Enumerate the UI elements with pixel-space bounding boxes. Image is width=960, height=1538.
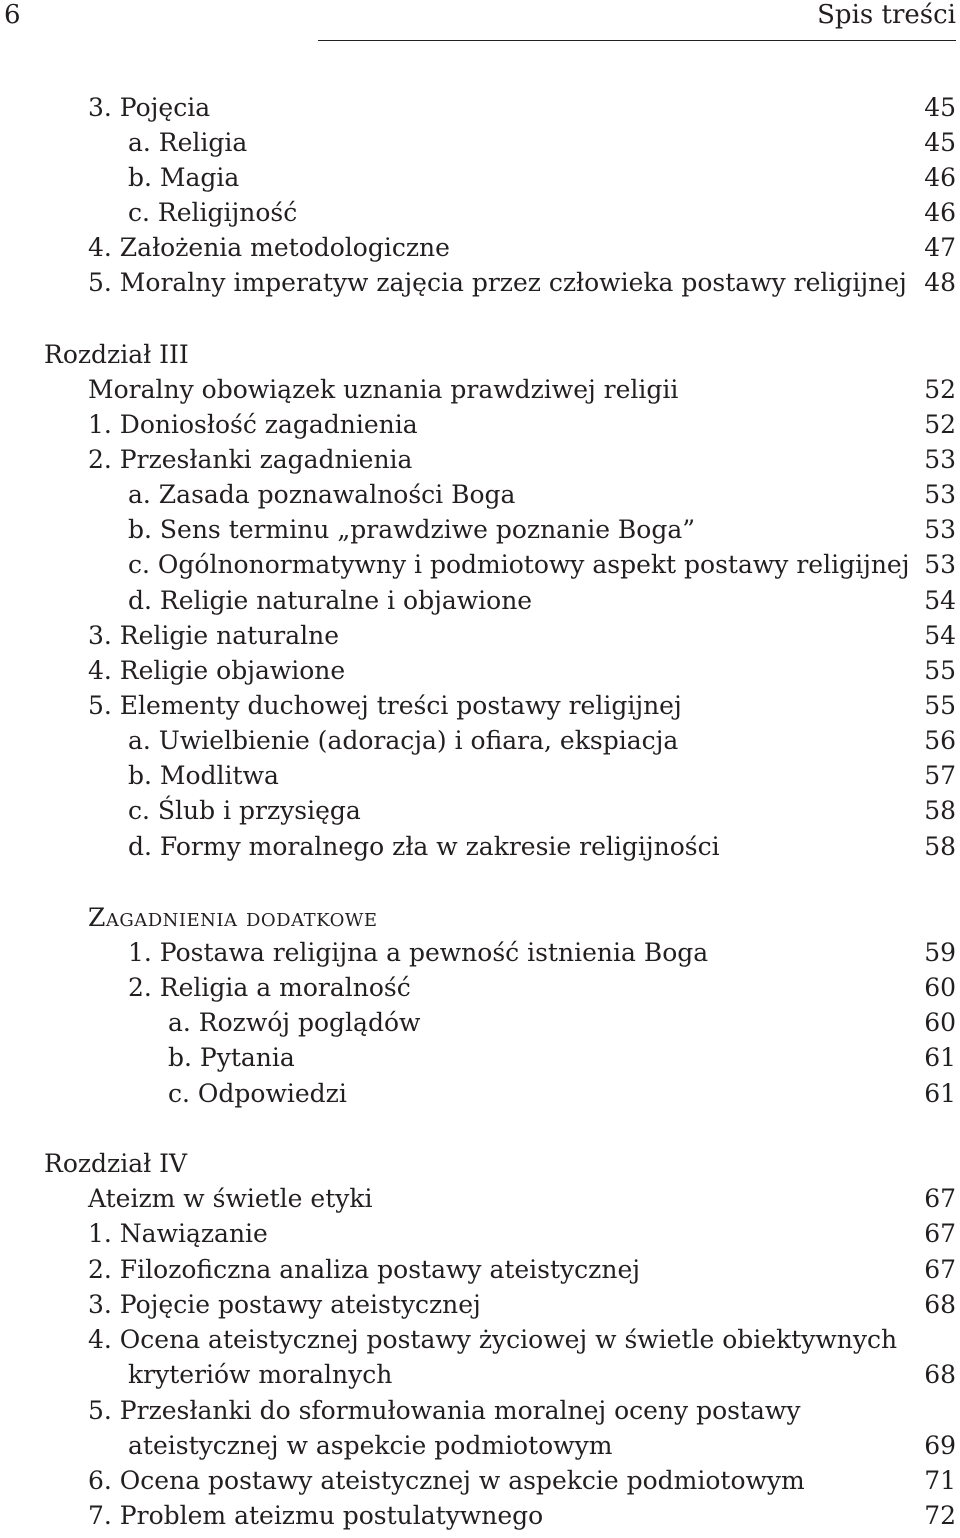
toc-entry-page: 53: [924, 445, 956, 474]
toc-entry-page: 47: [924, 233, 956, 262]
toc-entry: [0, 1498, 960, 1534]
toc-entry-title: a. Religia: [128, 128, 248, 157]
toc-entry-page: 55: [924, 656, 956, 685]
toc-entry: [0, 230, 960, 266]
toc-entry-page: 60: [924, 973, 956, 1002]
toc-entry-page: 54: [924, 586, 956, 615]
section-heading: [0, 900, 960, 936]
toc-entry-page: 52: [924, 410, 956, 439]
toc-entry-page: 57: [924, 761, 956, 790]
toc-entry-title: c. Ślub i przysięga: [128, 796, 361, 825]
toc-entry: [0, 935, 960, 971]
toc-entry-page: 54: [924, 621, 956, 650]
toc-entry-title: ateistycznej w aspekcie podmiotowym: [128, 1431, 613, 1460]
toc-entry-title: 5. Elementy duchowej treści postawy religijnej: [88, 691, 682, 720]
toc-entry-title: 1. Postawa religijna a pewność istnienia Boga: [128, 938, 709, 967]
toc-entry: [0, 1463, 960, 1499]
toc-entry-page: 68: [924, 1360, 956, 1389]
toc-entry-page: 46: [924, 163, 956, 192]
toc-entry: [0, 793, 960, 829]
toc-entry: [0, 583, 960, 619]
toc-entry-title: 3. Religie naturalne: [88, 621, 340, 650]
toc-entry-title: Zagadnienia dodatkowe: [88, 903, 378, 932]
toc-entry-page: 53: [924, 515, 956, 544]
toc-entry: [0, 477, 960, 513]
toc-entry: [0, 547, 960, 583]
toc-entry-title: 4. Założenia metodologiczne: [88, 233, 450, 262]
toc-entry: [0, 1040, 960, 1076]
page-header: [0, 0, 960, 42]
toc-entry: [0, 90, 960, 126]
toc-entry-title: 1. Doniosłość zagadnienia: [88, 410, 418, 439]
toc-entry: [0, 1181, 960, 1217]
toc-entry-page: 68: [924, 1290, 956, 1319]
toc-entry-page: 61: [924, 1043, 956, 1072]
toc-entry: [0, 265, 960, 301]
toc-entry-title: 2. Przesłanki zagadnienia: [88, 445, 413, 474]
toc-entry-page: 55: [924, 691, 956, 720]
toc-entry-page: 71: [924, 1466, 956, 1495]
toc-entry: [0, 1357, 960, 1393]
header-rule: [318, 40, 956, 41]
toc-entry-page: 46: [924, 198, 956, 227]
toc-entry-title: d. Formy moralnego zła w zakresie religijności: [128, 832, 720, 861]
toc-entry: [0, 125, 960, 161]
toc-entry-title: 2. Filozoficzna analiza postawy ateistycznej: [88, 1255, 641, 1284]
toc-entry: [0, 688, 960, 724]
toc-entry-page: 67: [924, 1184, 956, 1213]
toc-entry-page: 53: [924, 480, 956, 509]
toc-entry-page: 45: [924, 93, 956, 122]
toc-entry-title: 6. Ocena postawy ateistycznej w aspekcie podmiotowym: [88, 1466, 805, 1495]
toc-entry: [0, 723, 960, 759]
toc-entry-page: 72: [924, 1501, 956, 1530]
toc-entry-title: kryteriów moralnych: [128, 1360, 393, 1389]
toc-entry: [0, 758, 960, 794]
toc-entry-title: a. Uwielbienie (adoracja) i ofiara, ekspiacja: [128, 726, 679, 755]
toc-entry-title: b. Sens terminu „prawdziwe poznanie Boga”: [128, 515, 696, 544]
toc-entry-page: 58: [924, 832, 956, 861]
toc-entry-page: 53: [924, 550, 956, 579]
toc-entry-page: 61: [924, 1079, 956, 1108]
toc-entry-title: Ateizm w świetle etyki: [88, 1184, 373, 1213]
toc-entry-title: 5. Przesłanki do sformułowania moralnej oceny postawy: [88, 1396, 801, 1425]
toc-entry: [0, 1287, 960, 1323]
toc-entry-title: Moralny obowiązek uznania prawdziwej religii: [88, 375, 679, 404]
toc-entry-page: 67: [924, 1219, 956, 1248]
toc-entry-page: 56: [924, 726, 956, 755]
toc-entry: [0, 512, 960, 548]
toc-entry: [0, 1393, 960, 1429]
toc-entry: [0, 1005, 960, 1041]
toc-entry-title: b. Pytania: [168, 1043, 295, 1072]
toc-entry: [0, 1322, 960, 1358]
toc-entry-title: b. Magia: [128, 163, 240, 192]
toc-entry-title: Rozdział III: [44, 340, 189, 369]
toc-entry-title: 4. Ocena ateistycznej postawy życiowej w świetle obiektywnych: [88, 1325, 898, 1354]
toc-entry: [0, 372, 960, 408]
toc-entry: [0, 1428, 960, 1464]
toc-entry-title: 2. Religia a moralność: [128, 973, 411, 1002]
toc-entry-title: a. Rozwój poglądów: [168, 1008, 421, 1037]
toc-entry: [0, 407, 960, 443]
toc-entry-title: 7. Problem ateizmu postulatywnego: [88, 1501, 544, 1530]
toc-entry-page: 48: [924, 268, 956, 297]
toc-entry-page: 58: [924, 796, 956, 825]
toc-entry: [0, 1252, 960, 1288]
page-number: 6: [4, 0, 21, 30]
toc-entry-page: 52: [924, 375, 956, 404]
toc-entry-title: c. Ogólnonormatywny i podmiotowy aspekt postawy religijnej: [128, 550, 910, 579]
toc-entry-page: 67: [924, 1255, 956, 1284]
toc-entry-title: c. Religijność: [128, 198, 298, 227]
toc-entry-title: d. Religie naturalne i objawione: [128, 586, 533, 615]
toc-entry-title: a. Zasada poznawalności Boga: [128, 480, 516, 509]
chapter-heading: [0, 1146, 960, 1182]
toc-entry-page: 69: [924, 1431, 956, 1460]
chapter-heading: [0, 337, 960, 373]
toc-entry-title: 3. Pojęcie postawy ateistycznej: [88, 1290, 481, 1319]
toc-entry: [0, 160, 960, 196]
toc-entry-title: 5. Moralny imperatyw zajęcia przez człowieka postawy religijnej: [88, 268, 907, 297]
toc-entry: [0, 970, 960, 1006]
toc-entry: [0, 618, 960, 654]
toc-entry-title: Rozdział IV: [44, 1149, 188, 1178]
toc-entry: [0, 1216, 960, 1252]
toc-entry: [0, 653, 960, 689]
toc-entry-page: 45: [924, 128, 956, 157]
toc-entry-title: 1. Nawiązanie: [88, 1219, 268, 1248]
toc-entry: [0, 195, 960, 231]
toc-entry: [0, 1076, 960, 1112]
toc-entry-page: 59: [924, 938, 956, 967]
toc-entry-title: 3. Pojęcia: [88, 93, 211, 122]
running-title: Spis treści: [817, 0, 956, 30]
toc-entry-title: b. Modlitwa: [128, 761, 279, 790]
toc-entry-title: 4. Religie objawione: [88, 656, 346, 685]
toc-entry: [0, 829, 960, 865]
toc-entry-title: c. Odpowiedzi: [168, 1079, 347, 1108]
toc-entry-page: 60: [924, 1008, 956, 1037]
toc-entry: [0, 442, 960, 478]
